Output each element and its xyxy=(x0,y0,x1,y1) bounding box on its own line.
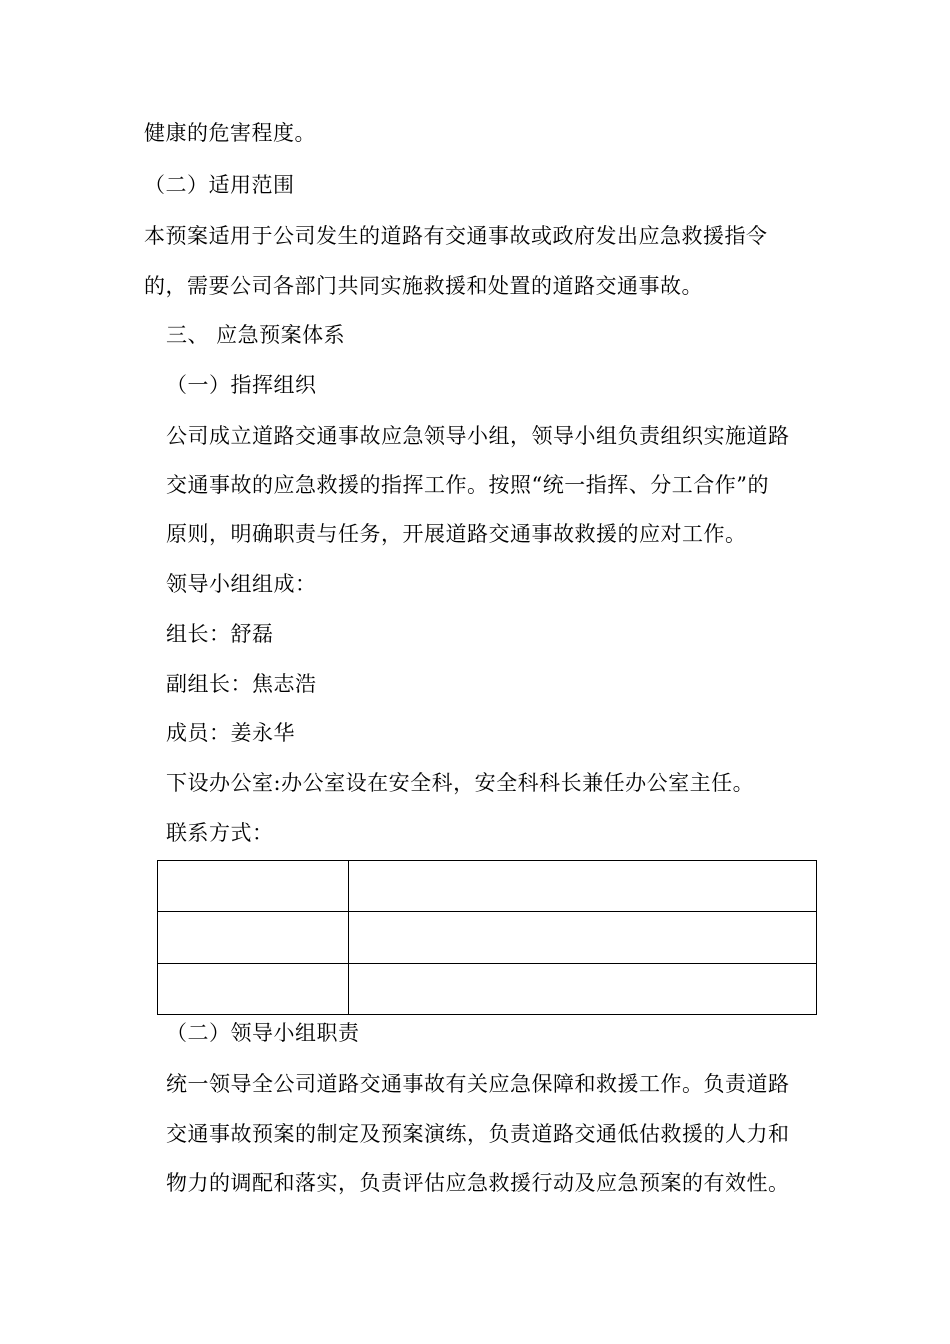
paragraph-line: 原则，明确职责与任务，开展道路交通事故救援的应对工作。 xyxy=(166,522,747,546)
table-cell xyxy=(158,963,349,1014)
table-cell xyxy=(158,861,349,912)
paragraph-line: 统一领导全公司道路交通事故有关应急保障和救援工作。负责道路 xyxy=(166,1072,790,1096)
paragraph-line: 物力的调配和落实，负责评估应急救援行动及应急预案的有效性。 xyxy=(166,1171,790,1195)
paragraph-line: 交通事故的应急救援的指挥工作。按照“统一指挥、分工合作”的 xyxy=(166,473,769,497)
table-row xyxy=(158,912,817,963)
table-cell xyxy=(349,963,817,1014)
section-heading-command: （一）指挥组织 xyxy=(166,373,317,397)
paragraph-line: 成员：姜永华 xyxy=(166,721,295,745)
paragraph-line: 组长：舒磊 xyxy=(166,622,274,646)
contact-table xyxy=(157,860,817,1015)
paragraph-line: 联系方式： xyxy=(166,821,274,845)
paragraph-line: 下设办公室:办公室设在安全科，安全科科长兼任办公室主任。 xyxy=(166,771,755,795)
table-cell xyxy=(349,861,817,912)
table-row xyxy=(158,963,817,1014)
table-cell xyxy=(158,912,349,963)
paragraph-line: 领导小组组成： xyxy=(166,572,317,596)
section-heading-duties: （二）领导小组职责 xyxy=(166,1021,360,1045)
section-heading-scope: （二）适用范围 xyxy=(144,173,295,197)
table-row xyxy=(158,861,817,912)
paragraph-line: 副组长：焦志浩 xyxy=(166,672,317,696)
paragraph-line: 本预案适用于公司发生的道路有交通事故或政府发出应急救援指令 xyxy=(144,224,768,248)
paragraph-line: 交通事故预案的制定及预案演练，负责道路交通低估救援的人力和 xyxy=(166,1122,790,1146)
section-heading-plan-system: 三、 应急预案体系 xyxy=(166,323,346,347)
table-cell xyxy=(349,912,817,963)
paragraph-line: 健康的危害程度。 xyxy=(144,121,316,145)
paragraph-line: 的，需要公司各部门共同实施救援和处置的道路交通事故。 xyxy=(144,274,703,298)
paragraph-line: 公司成立道路交通事故应急领导小组，领导小组负责组织实施道路 xyxy=(166,424,790,448)
